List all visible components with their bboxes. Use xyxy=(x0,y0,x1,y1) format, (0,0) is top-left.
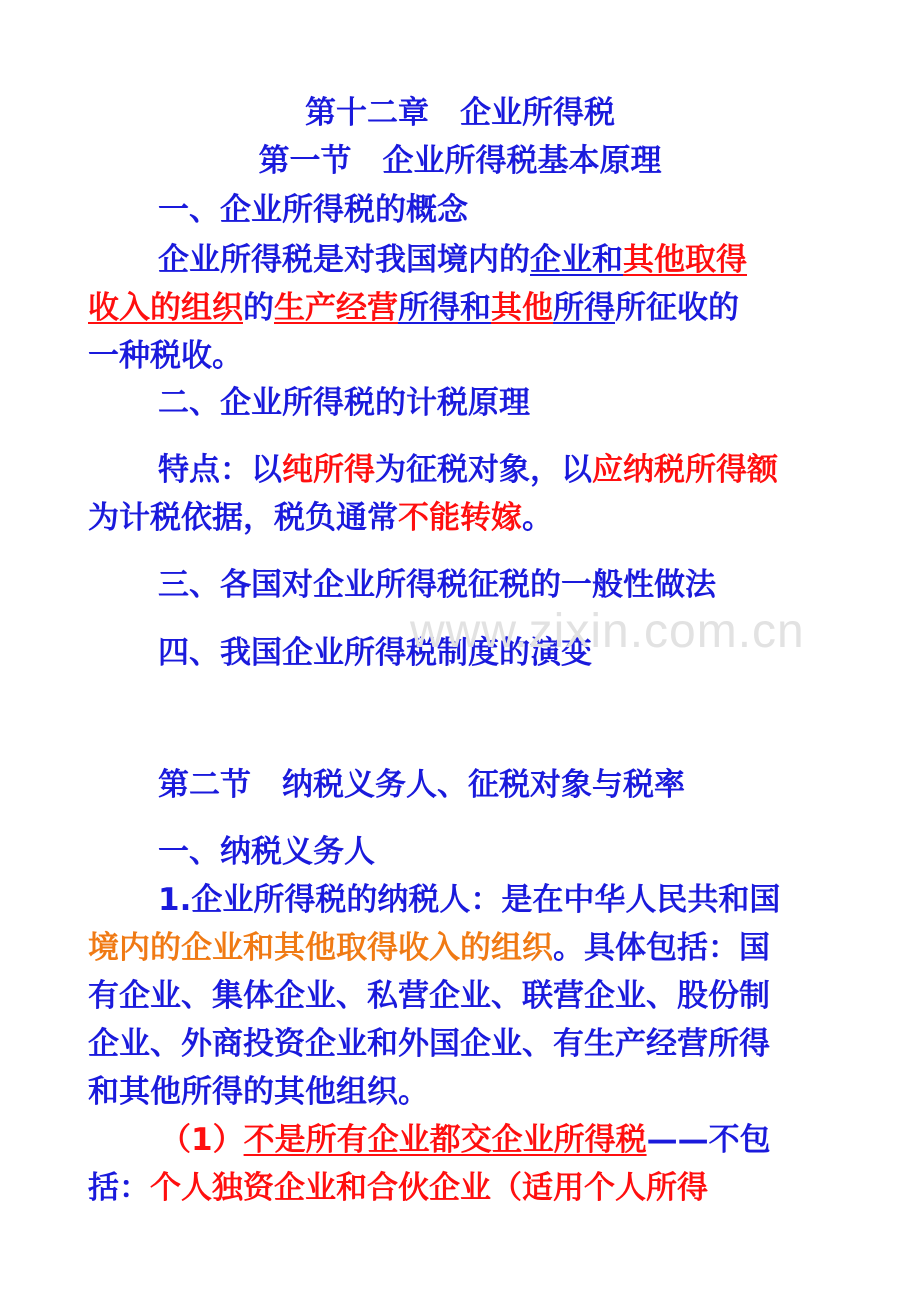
paragraph-exclusion-line1: （1）不是所有企业都交企业所得税——不包 xyxy=(160,1122,771,1158)
chapter-title: 第十二章 企业所得税 xyxy=(305,95,615,131)
heading-principle: 二、企业所得税的计税原理 xyxy=(158,385,530,421)
paragraph-taxpayer-line1: 1.企业所得税的纳税人：是在中华人民共和国 xyxy=(158,882,781,918)
section-title-1: 第一节 企业所得税基本原理 xyxy=(258,143,662,179)
paragraph-feature-line1: 特点：以纯所得为征税对象，以应纳税所得额 xyxy=(158,452,778,488)
paragraph-taxpayer-line3: 有企业、集体企业、私营企业、联营企业、股份制 xyxy=(88,978,770,1014)
paragraph-exclusion-line2: 括：个人独资企业和合伙企业（适用个人所得 xyxy=(88,1170,708,1206)
paragraph-concept-line3: 一种税收。 xyxy=(88,338,243,374)
heading-practice: 三、各国对企业所得税征税的一般性做法 xyxy=(158,567,716,603)
watermark-text: www.zixin.com.cn xyxy=(410,605,805,658)
paragraph-taxpayer-line2: 境内的企业和其他取得收入的组织。具体包括：国 xyxy=(88,930,770,966)
paragraph-concept-line2: 收入的组织的生产经营所得和其他所得所征收的 xyxy=(88,290,739,326)
heading-evolution: 四、我国企业所得税制度的演变 xyxy=(158,635,592,671)
paragraph-taxpayer-line4: 企业、外商投资企业和外国企业、有生产经营所得 xyxy=(88,1026,770,1062)
section-title-2: 第二节 纳税义务人、征税对象与税率 xyxy=(158,767,685,803)
paragraph-concept-line1: 企业所得税是对我国境内的企业和其他取得 xyxy=(158,242,747,278)
heading-taxpayer: 一、纳税义务人 xyxy=(158,834,375,870)
paragraph-taxpayer-line5: 和其他所得的其他组织。 xyxy=(88,1074,429,1110)
paragraph-feature-line2: 为计税依据，税负通常不能转嫁。 xyxy=(88,500,553,536)
heading-concept: 一、企业所得税的概念 xyxy=(158,192,468,228)
